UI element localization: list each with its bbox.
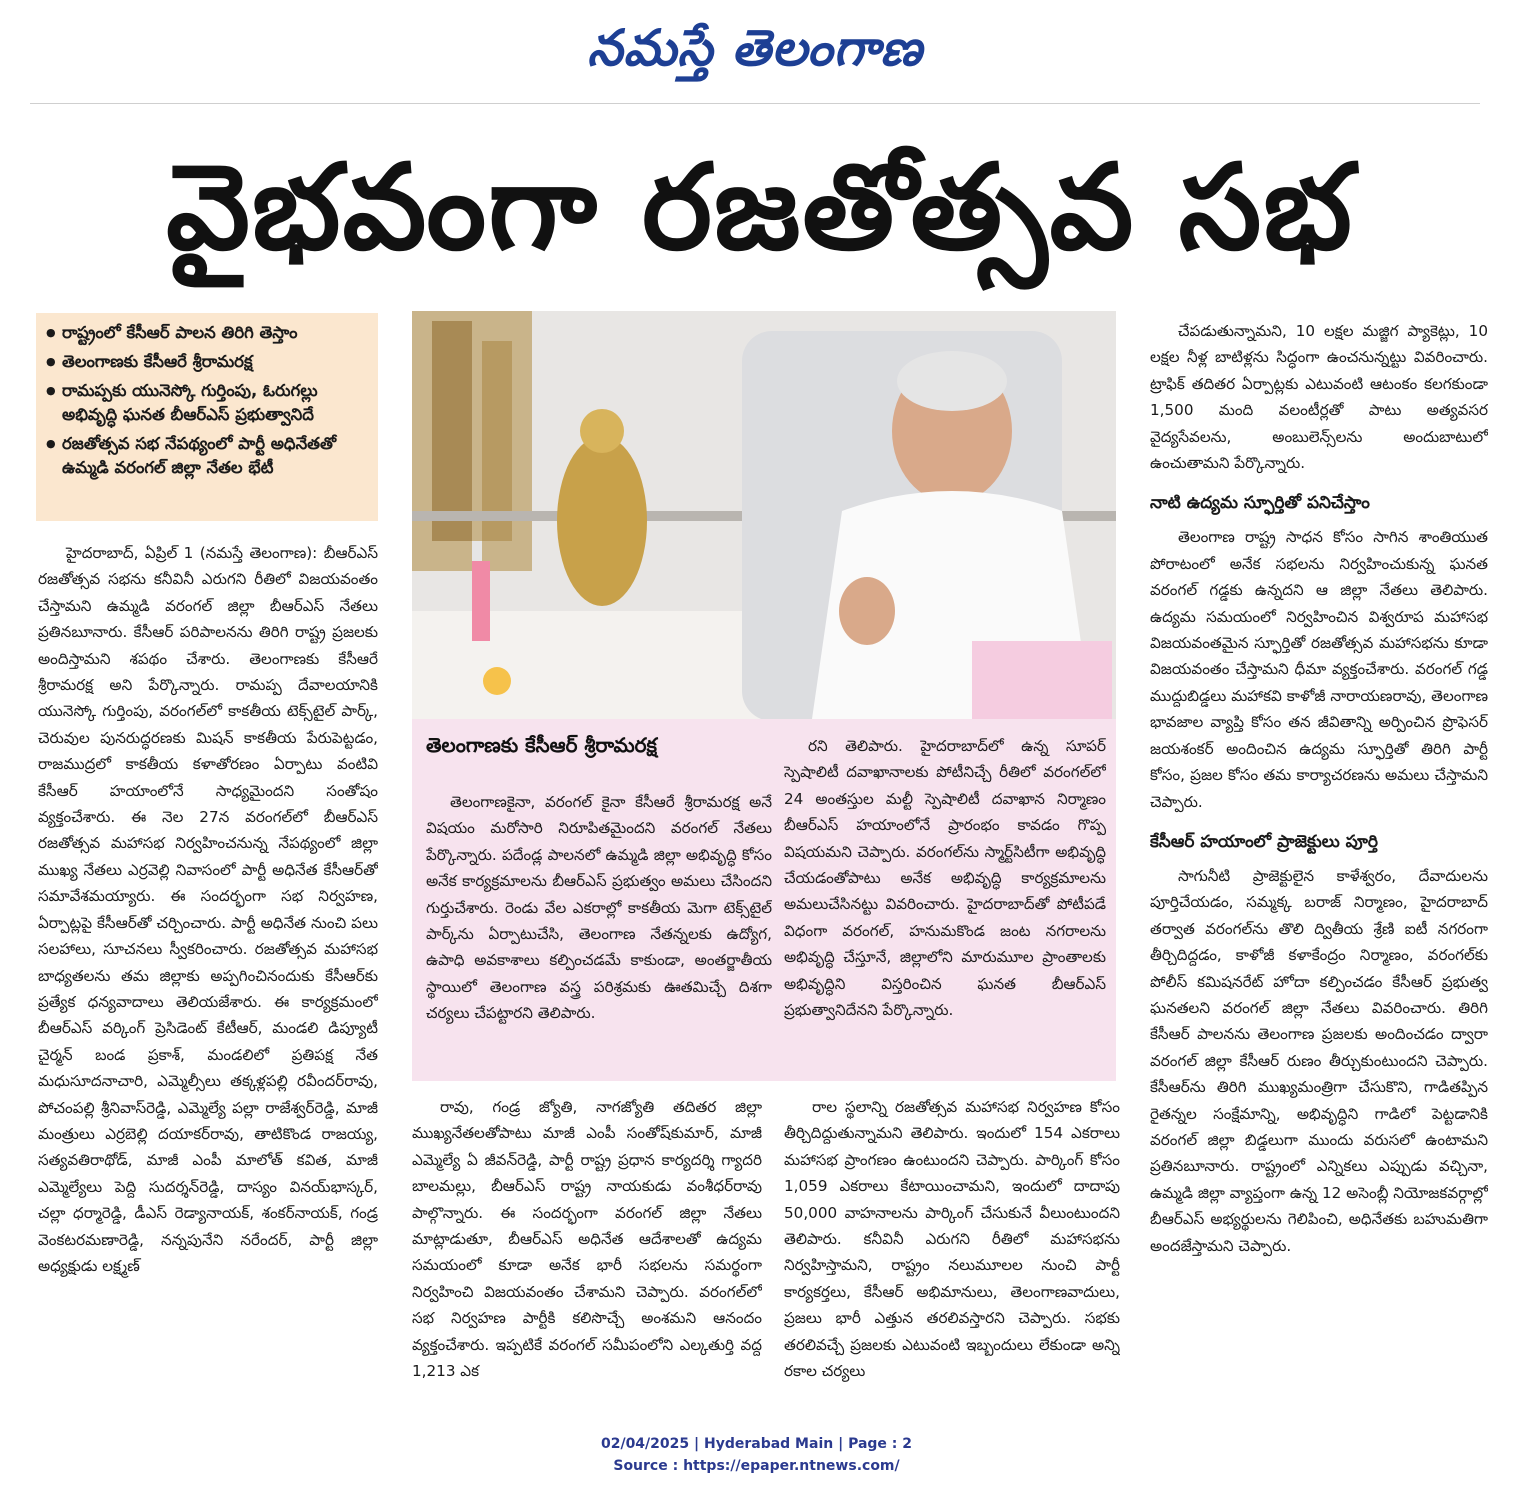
- article-paragraph: తెలంగాణ రాష్ట్ర సాధన కోసం సాగిన శాంతియుత పోరాటంలో అనేక సభలను నిర్వహించుకున్న ఘనత వరంగల్ గడ్డకు ఉన్నదని ఆ జిల్లా నేతలు తెలిపారు. ఉద్యమ సమయంలో నిర్వహించిన విశ్వరూప మహాసభ విజయవంతమైన స్ఫూర్తితో రజతోత్సవ మహాసభను కూడా విజయవంతం చేస్తామని ధీమా వ్యక్తంచేశారు. వరంగల్ గడ్డ ముద్దుబిడ్డలు మహాకవి కాళోజీ నారాయణరావు, తెలంగాణ భావజాల వ్యాప్తి కోసం తన జీవితాన్ని అర్పించిన ప్రొఫెసర్ జయశంకర్ అందించిన ఉద్యమ స్ఫూర్తితో తిరిగి పార్టీ కోసం, ప్రజల కోసం తమ కార్యాచరణను అమలు చేస్తామని చెప్పారు.: [1150, 528, 1488, 811]
- highlight-item: ● రాష్ట్రంలో కేసీఆర్ పాలన తిరిగి తెస్తాం: [46, 321, 370, 345]
- source-link[interactable]: Source : https://epaper.ntnews.com/: [613, 1458, 900, 1474]
- highlight-item: ● రజతోత్సవ సభ నేపథ్యంలో పార్టీ అధినేతతో ఉమ్మడి వరంగల్ జిల్లా నేతల భేటీ: [46, 432, 370, 480]
- article-paragraph: సాగునీటి ప్రాజెక్టులైన కాళేశ్వరం, దేవాదులను పూర్తిచేయడం, సమ్మక్క బరాజ్ నిర్మాణం, హైదరాబాద్ తర్వాత వరంగల్‌ను తొలి ద్వితీయ శ్రేణి ఐటీ నగరంగా తీర్చిదిద్దడం, కాళోజీ కళాకేంద్రం నిర్మాణం, వరంగల్‌కు పోలీస్ కమిషనరేట్ హోదా కల్పించడం కేసీఆర్ ప్రభుత్వ ఘనతలని వరంగల్ జిల్లా నేతలు వివరించారు. తిరిగి కేసీఆర్ పాలనను తెలంగాణ ప్రజలకు అందించడం ద్వారా వరంగల్ జిల్లా కేసీఆర్ రుణం తీర్చుకుంటుందని చెప్పారు. కేసీఆర్‌ను తిరిగి ముఖ్యమంత్రిగా చేసుకొని, గాడితప్పిన రైతన్నల సంక్షేమాన్ని, అభివృద్ధిని గాడిలో పెట్టడానికి వరంగల్ జిల్లా బిడ్డలుగా ముందు వరుసలో ఉంటామని ప్రతినబూనారు. రాష్ట్రంలో ఎన్నికలు ఎప్పుడు వచ్చినా, ఉమ్మడి జిల్లా వ్యాప్తంగా ఉన్న 12 అసెంబ్లీ నియోజకవర్గాల్లో బీఆర్ఎస్ అభ్యర్థులను గెలిపించి, అధినేతకు బహుమతిగా అందజేస్తామని చెప్పారు.: [1150, 866, 1488, 1255]
- masthead: [0, 0, 1513, 100]
- newspaper-logo: నమస్తే తెలంగాణ: [587, 19, 923, 77]
- highlights-list: [46, 321, 370, 480]
- article-column-3: [784, 1094, 1120, 1424]
- inset-column-right: [784, 733, 1106, 1078]
- highlights-box: [36, 313, 378, 521]
- inset-title: తెలంగాణకు కేసీఆర్ శ్రీరామరక్ష: [426, 733, 657, 757]
- article-paragraph: చేపడుతున్నామని, 10 లక్షల మజ్జిగ ప్యాకెట్లు, 10 లక్షల నీళ్ల బాటిళ్లను సిద్ధంగా ఉంచనున్నట్టు వివరించారు. ట్రాఫిక్ తదితర ఏర్పాట్లకు ఎటువంటి ఆటంకం కలగకుండా 1,500 మంది వలంటీర్లతో పాటు అత్యవసర వైద్యసేవలను, అంబులెన్స్‌లను అందుబాటులో ఉంచుతామని పేర్కొన్నారు.: [1150, 322, 1488, 473]
- article-column-4: [1150, 318, 1488, 1418]
- article-paragraph: రాల స్థలాన్ని రజతోత్సవ మహాసభ నిర్వహణ కోసం తీర్చిదిద్దుతున్నామని తెలిపారు. ఇందులో 154 ఎకరాలు మహాసభ ప్రాంగణం ఉంటుందని చెప్పారు. పార్కింగ్ కోసం 1,059 ఎకరాలు కేటాయించామని, ఇందులో దాదాపు 50,000 వాహనాలను పార్కింగ్ చేసుకునే వీలుంటుందని తెలిపారు. కనీవినీ ఎరుగని రీతిలో మహాసభను నిర్వహిస్తామని, రాష్ట్రం నలుమూలల నుంచి పార్టీ కార్యకర్తలు, కేసీఆర్ అభిమానులు, తెలంగాణవాదులు, ప్రజలు భారీ ఎత్తున తరలివస్తారని చెప్పారు. సభకు తరలివచ్చే ప్రజలకు ఎటువంటి ఇబ్బందులు లేకుండా అన్ని రకాల చర్యలు: [784, 1098, 1120, 1381]
- inset-box: [412, 719, 1116, 1081]
- highlight-item: ● తెలంగాణకు కేసీఆరే శ్రీరామరక్ష: [46, 350, 370, 374]
- highlight-item: ● రామప్పకు యునెస్కో గుర్తింపు, ఓరుగల్లు అభివృద్ధి ఘనత బీఆర్ఎస్ ప్రభుత్వానిదే: [46, 379, 370, 427]
- inset-paragraph: రని తెలిపారు. హైదరాబాద్‌లో ఉన్న సూపర్ స్పెషాలిటీ దవాఖానాలకు పోటీనిచ్చే రీతిలో వరంగల్‌లో 24 అంతస్తుల మల్టీ స్పెషాలిటీ దవాఖాన నిర్మాణం బీఆర్ఎస్ హయాంలోనే ప్రారంభం కావడం గొప్ప విషయమని చెప్పారు. వరంగల్‌ను స్మార్ట్‌సిటీగా అభివృద్ధి చేయడంతోపాటు అనేక అభివృద్ధి కార్యక్రమాలను అమలుచేసినట్టు వివరించారు. హైదరాబాద్‌తో పోటీపడే విధంగా వరంగల్, హనుమకొండ జంట నగరాలను అభివృద్ధి చేస్తూనే, జిల్లాలోని మారుమూల ప్రాంతాలకు అభివృద్ధిని విస్తరించిన ఘనత బీఆర్ఎస్ ప్రభుత్వానిదేనని పేర్కొన్నారు.: [784, 737, 1106, 1020]
- page-footer: [0, 1433, 1513, 1477]
- masthead-divider: [30, 103, 1480, 104]
- subheading: నాటి ఉద్యమ స్ఫూర్తితో పనిచేస్తాం: [1150, 493, 1370, 514]
- article-column-1: [38, 540, 378, 1420]
- photo-illustration: [412, 311, 1116, 719]
- news-photo: [412, 311, 1116, 719]
- article-paragraph: రావు, గండ్ర జ్యోతి, నాగజ్యోతి తదితర జిల్లా ముఖ్యనేతలతోపాటు మాజీ ఎంపీ సంతోష్‌కుమార్, మాజీ ఎమ్మెల్యే ఏ జీవన్‌రెడ్డి, పార్టీ రాష్ట్ర ప్రధాన కార్యదర్శి గ్యాదరి బాలమల్లు, బీఆర్ఎస్ రాష్ట్ర నాయకుడు వంశీధర్‌రావు పాల్గొన్నారు. ఈ సందర్భంగా వరంగల్ జిల్లా నేతలు మాట్లాడుతూ, బీఆర్ఎస్ అధినేత ఆదేశాలతో ఉద్యమ సమయంలో కూడా అనేక భారీ సభలను సమర్థంగా నిర్వహించి విజయవంతం చేశామని చెప్పారు. వరంగల్‌లో సభ నిర్వహణ పార్టీకి కలిసొచ్చే అంశమని ఆనందం వ్యక్తంచేశారు. ఇప్పటికే వరంగల్ సమీపంలోని ఎల్కతుర్తి వద్ద 1,213 ఎక: [412, 1098, 762, 1381]
- edition-info: 02/04/2025 | Hyderabad Main | Page : 2: [600, 1436, 913, 1452]
- headline: వైభవంగా రజతోత్సవ సభ: [166, 138, 1354, 276]
- article-paragraph: హైదరాబాద్, ఏప్రిల్ 1 (నమస్తే తెలంగాణ): బీఆర్ఎస్ రజతోత్సవ సభను కనీవినీ ఎరుగని రీతిలో విజయవంతం చేస్తామని ఉమ్మడి వరంగల్ జిల్లా బీఆర్ఎస్ నేతలు ప్రతినబూనారు. కేసీఆర్ పరిపాలనను తిరిగి రాష్ట్ర ప్రజలకు అందిస్తామని శపథం చేశారు. తెలంగాణకు కేసీఆరే శ్రీరామరక్ష అని పేర్కొన్నారు. రామప్ప దేవాలయానికి యునెస్కో గుర్తింపు, వరంగల్‌లో కాకతీయ టెక్స్‌టైల్ పార్క్, చెరువుల పునరుద్ధరణకు మిషన్ కాకతీయ పేరుపెట్టడం, రాజముద్రలో కాకతీయ కళాతోరణం ఏర్పాటు వంటివి కేసీఆర్ హయాంలోనే సాధ్యమైందని సంతోషం వ్యక్తంచేశారు. ఈ నెల 27న వరంగల్‌లో బీఆర్ఎస్ రజతోత్సవ మహాసభ నిర్వహించనున్న నేపథ్యంలో జిల్లా ముఖ్య నేతలు ఎర్రవెల్లి నివాసంలో పార్టీ అధినేత కేసీఆర్‌తో సమావేశమయ్యారు. ఈ సందర్భంగా సభ నిర్వహణ, ఏర్పాట్లపై కేసీఆర్‌తో చర్చించారు. పార్టీ అధినేత నుంచి పలు సలహాలు, సూచనలు స్వీకరించారు. రజతోత్సవ మహాసభ బాధ్యతలను తమ జిల్లాకు అప్పగించినందుకు కేసీఆర్‌కు ప్రత్యేక ధన్యవాదాలు తెలియజేశారు. ఈ కార్యక్రమంలో బీఆర్ఎస్ వర్కింగ్ ప్రెసిడెంట్ కేటీఆర్, మండలి డిప్యూటీ చైర్మన్ బండ ప్రకాశ్, మండలిలో ప్రతిపక్ష నేత మధుసూదనాచారి, ఎమ్మెల్సీలు తక్కళ్లపల్లి రవీందర్‌రావు, పోచంపల్లి శ్రీనివాస్‌రెడ్డి, ఎమ్మెల్యే పల్లా రాజేశ్వర్‌రెడ్డి, మాజీ మంత్రులు ఎర్రబెల్లి దయాకర్‌రావు, తాటికొండ రాజయ్య, సత్యవతిరాథోడ్, మాజీ ఎంపీ మాలోత్ కవిత, మాజీ ఎమ్మెల్యేలు పెద్ది సుదర్శన్‌రెడ్డి, దాస్యం వినయ్‌భాస్కర్, చల్లా ధర్మారెడ్డి, డీఎస్ రెడ్యానాయక్, శంకర్‌నాయక్, గండ్ర వెంకటరమణారెడ్డి, నన్నపునేని నరేందర్, పార్టీ జిల్లా అధ్యక్షుడు లక్ష్మణ్: [38, 544, 378, 1275]
- article-column-2: [412, 1094, 762, 1424]
- subheading: కేసీఆర్ హయాంలో ప్రాజెక్టులు పూర్తి: [1150, 831, 1378, 852]
- inset-paragraph: తెలంగాణకైనా, వరంగల్ కైనా కేసీఆరే శ్రీరామరక్ష అనే విషయం మరోసారి నిరూపితమైందని వరంగల్ నేతలు పేర్కొన్నారు. పదేండ్ల పాలనలో ఉమ్మడి జిల్లా అభివృద్ధి కోసం అనేక కార్యక్రమాలను బీఆర్ఎస్ ప్రభుత్వం అమలు చేసిందని గుర్తుచేశారు. రెండు వేల ఎకరాల్లో కాకతీయ మెగా టెక్స్‌టైల్ పార్క్‌ను ఏర్పాటుచేసి, తెలంగాణ నేతన్నలకు ఉద్యోగ, ఉపాధి అవకాశాలు కల్పించడమే కాకుండా, అంతర్జాతీయ స్థాయిలో తెలంగాణ వస్త్ర పరిశ్రమకు ఊతమిచ్చే దిశగా చర్యలు చేపట్టారని తెలిపారు.: [426, 793, 772, 1023]
- inset-column-left: [426, 789, 772, 1074]
